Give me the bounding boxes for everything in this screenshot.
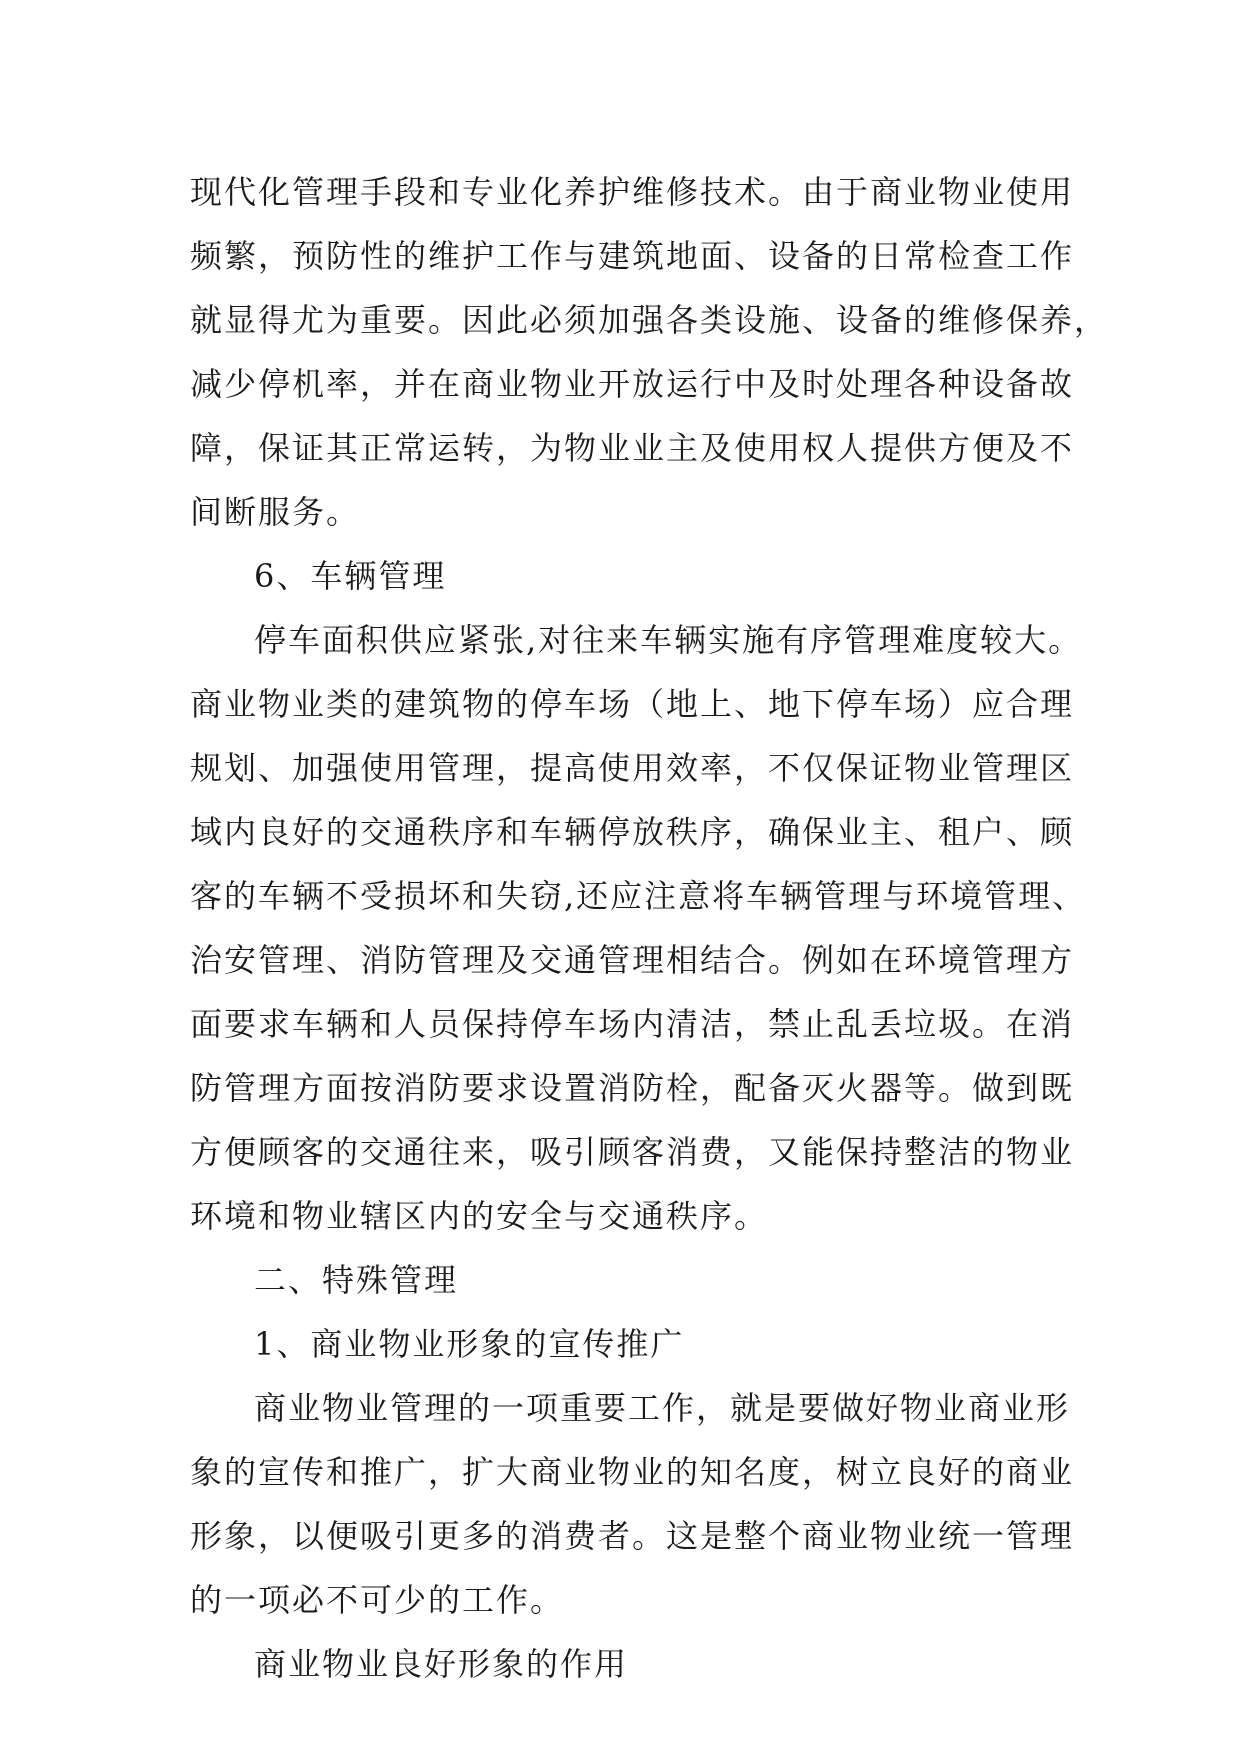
text-line: 环境和物业辖区内的安全与交通秩序。: [190, 1197, 769, 1235]
text-line: 障，保证其正常运转，为物业业主及使用权人提供方便及不: [190, 429, 1075, 467]
text-line: 面要求车辆和人员保持停车场内清洁，禁止乱丢垃圾。在消: [190, 1005, 1075, 1043]
text-line: 象的宣传和推广，扩大商业物业的知名度，树立良好的商业: [190, 1453, 1075, 1491]
text-line: 间断服务。: [190, 493, 361, 531]
text-line: 停车面积供应紧张,对往来车辆实施有序管理难度较大。: [254, 621, 1083, 659]
section-heading: 6、车辆管理: [254, 557, 447, 595]
text-line: 客的车辆不受损坏和失窃,还应注意将车辆管理与环境管理、: [190, 877, 1087, 915]
subsection-heading: 1、商业物业形象的宣传推广: [254, 1325, 685, 1363]
text-line: 商业物业管理的一项重要工作，就是要做好物业商业形: [254, 1389, 1071, 1427]
text-line: 防管理方面按消防要求设置消防栓，配备灭火器等。做到既: [190, 1069, 1075, 1107]
text-line: 频繁，预防性的维护工作与建筑地面、设备的日常检查工作: [190, 237, 1075, 275]
text-line: 的一项必不可少的工作。: [190, 1581, 565, 1619]
text-line: 商业物业类的建筑物的停车场（地上、地下停车场）应合理: [190, 685, 1075, 723]
text-line: 规划、加强使用管理，提高使用效率，不仅保证物业管理区: [190, 749, 1075, 787]
text-line: 域内良好的交通秩序和车辆停放秩序，确保业主、租户、顾: [190, 813, 1075, 851]
text-line: 现代化管理手段和专业化养护维修技术。由于商业物业使用: [190, 173, 1075, 211]
text-line: 减少停机率，并在商业物业开放运行中及时处理各种设备故: [190, 365, 1075, 403]
section-heading: 二、特殊管理: [254, 1261, 459, 1299]
text-line: 形象，以便吸引更多的消费者。这是整个商业物业统一管理: [190, 1517, 1075, 1555]
document-body: [190, 160, 1109, 1696]
subsection-heading: 商业物业良好形象的作用: [254, 1645, 629, 1683]
text-line: 方便顾客的交通往来，吸引顾客消费，又能保持整洁的物业: [190, 1133, 1075, 1171]
text-line: 就显得尤为重要。因此必须加强各类设施、设备的维修保养，: [190, 301, 1109, 339]
text-line: 治安管理、消防管理及交通管理相结合。例如在环境管理方: [190, 941, 1075, 979]
